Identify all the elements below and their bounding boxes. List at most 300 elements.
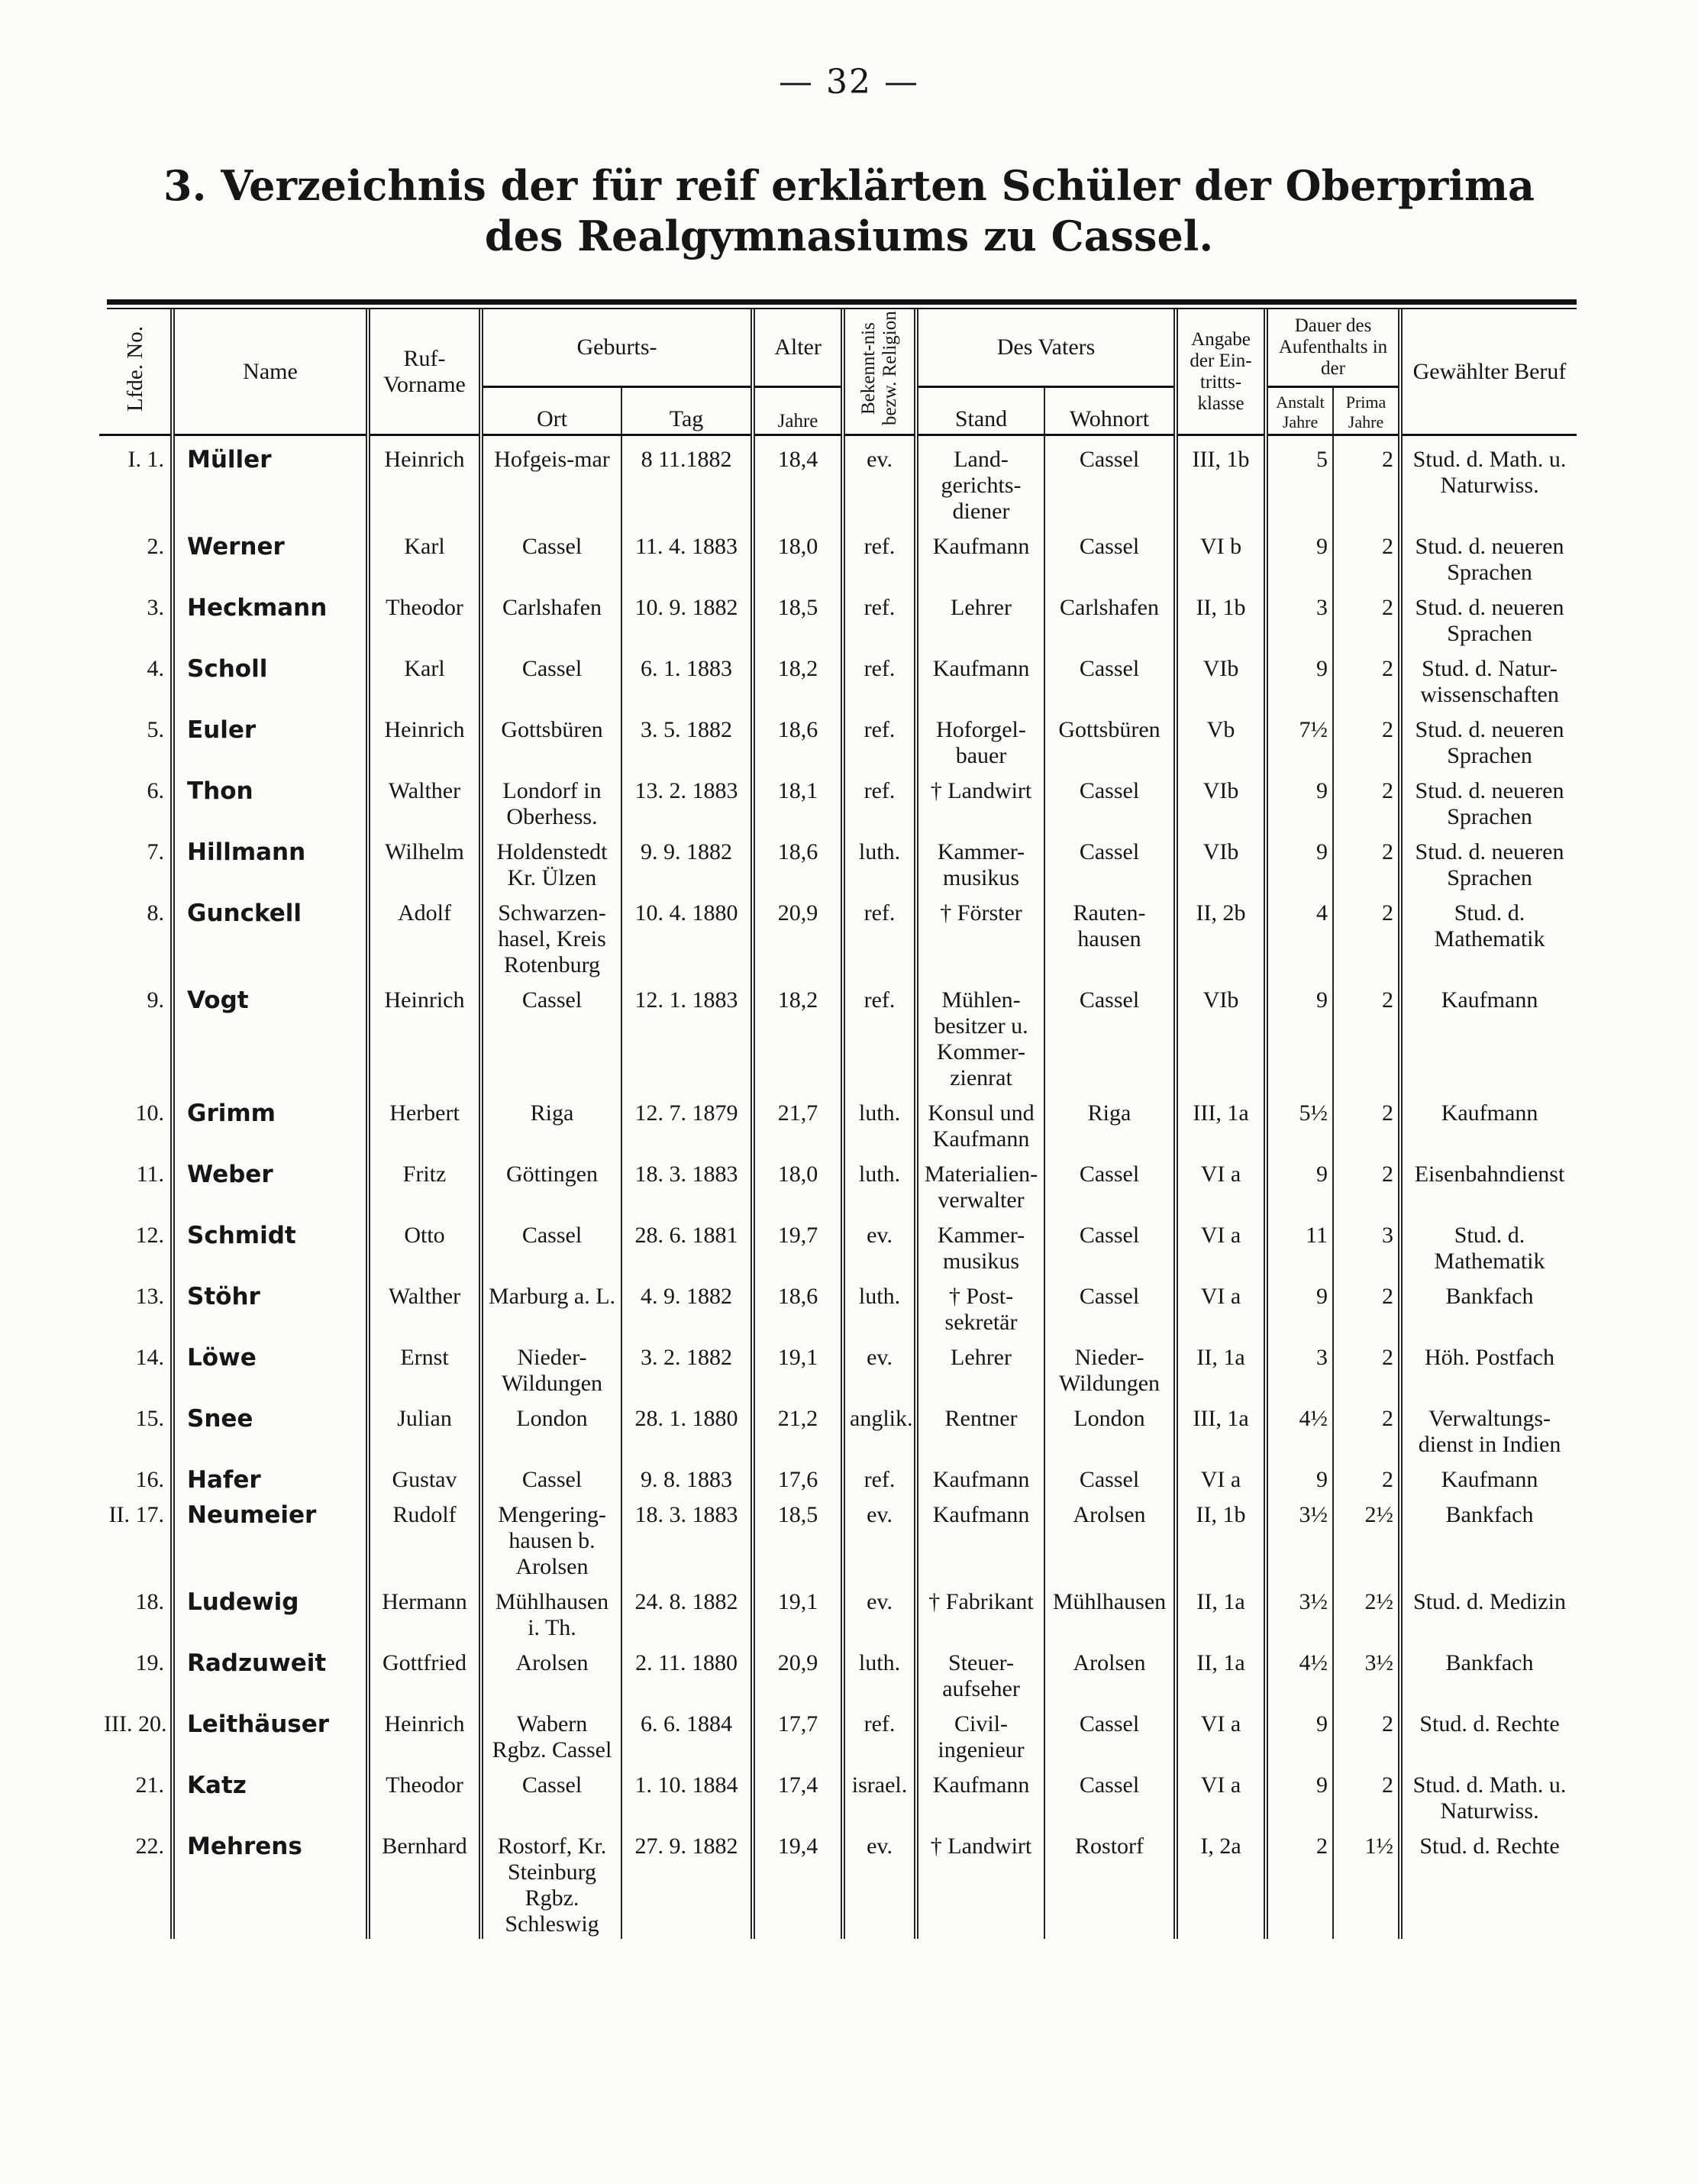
cell-alter: 18,5 [753,1494,843,1581]
cell-vater-stand: Rentner [916,1398,1044,1459]
cell-vater-wohnort: Arolsen [1044,1643,1176,1704]
cell-religion: ref. [843,709,916,771]
cell-anstalt-jahre: 7½ [1266,709,1333,771]
cell-name: Werner [173,526,368,587]
cell-name: Thon [173,771,368,832]
cell-vater-wohnort: Cassel [1044,832,1176,893]
table-row [99,1765,1577,1826]
cell-geburtsort: Cassel [481,648,621,709]
cell-alter: 18,2 [753,980,843,1093]
cell-eintrittsklasse: VI a [1176,1459,1266,1494]
cell-eintrittsklasse: VI a [1176,1215,1266,1276]
cell-lfde: 11. [99,1154,173,1215]
cell-alter: 18,1 [753,771,843,832]
table-row [99,1581,1577,1643]
cell-beruf: Stud. d. Rechte [1400,1826,1577,1939]
cell-lfde: 14. [99,1337,173,1398]
cell-religion: luth. [843,1643,916,1704]
page-title [0,160,1698,261]
cell-vorname: Karl [368,648,481,709]
cell-name: Schmidt [173,1215,368,1276]
cell-geburtsort: Marburg a. L. [481,1276,621,1337]
table-row [99,832,1577,893]
cell-vater-stand: Mühlen-besitzer u. Kommer-zienrat [916,980,1044,1093]
cell-vorname: Gustav [368,1459,481,1494]
cell-geburtstag: 6. 6. 1884 [621,1704,753,1765]
cell-beruf: Kaufmann [1400,1459,1577,1494]
cell-vorname: Heinrich [368,435,481,527]
cell-eintrittsklasse: II, 1b [1176,1494,1266,1581]
cell-beruf: Stud. d. neueren Sprachen [1400,771,1577,832]
cell-eintrittsklasse: III, 1b [1176,435,1266,527]
table-row [99,1093,1577,1154]
cell-name: Löwe [173,1337,368,1398]
cell-prima-jahre: 2 [1333,1337,1400,1398]
cell-alter: 19,4 [753,1826,843,1939]
cell-eintrittsklasse: VI a [1176,1765,1266,1826]
cell-vater-wohnort: Cassel [1044,1154,1176,1215]
cell-prima-jahre: 2½ [1333,1581,1400,1643]
cell-anstalt-jahre: 9 [1266,771,1333,832]
header-prima: Prima Jahre [1333,387,1400,435]
cell-vater-wohnort: Cassel [1044,1276,1176,1337]
cell-beruf: Stud. d. Math. u. Naturwiss. [1400,435,1577,527]
cell-vater-stand: Kaufmann [916,526,1044,587]
cell-beruf: Stud. d. neueren Sprachen [1400,526,1577,587]
cell-eintrittsklasse: VIb [1176,771,1266,832]
cell-religion: ev. [843,1826,916,1939]
cell-geburtstag: 9. 8. 1883 [621,1459,753,1494]
cell-religion: ev. [843,1494,916,1581]
cell-prima-jahre: 2 [1333,435,1400,527]
cell-anstalt-jahre: 3 [1266,1337,1333,1398]
cell-geburtstag: 18. 3. 1883 [621,1154,753,1215]
cell-vater-stand: † Landwirt [916,771,1044,832]
cell-geburtstag: 18. 3. 1883 [621,1494,753,1581]
cell-geburtstag: 6. 1. 1883 [621,648,753,709]
cell-eintrittsklasse: VIb [1176,648,1266,709]
cell-geburtstag: 27. 9. 1882 [621,1826,753,1939]
cell-geburtsort: Arolsen [481,1643,621,1704]
cell-religion: ref. [843,1704,916,1765]
cell-vorname: Wilhelm [368,832,481,893]
cell-vater-wohnort: Cassel [1044,1704,1176,1765]
cell-vater-wohnort: Mühlhausen [1044,1581,1176,1643]
header-tag: Tag [621,387,753,435]
cell-geburtsort: Göttingen [481,1154,621,1215]
cell-vater-stand: † Landwirt [916,1826,1044,1939]
cell-alter: 19,1 [753,1581,843,1643]
cell-name: Stöhr [173,1276,368,1337]
cell-religion: luth. [843,1276,916,1337]
cell-anstalt-jahre: 2 [1266,1826,1333,1939]
cell-religion: ev. [843,1215,916,1276]
cell-vorname: Heinrich [368,1704,481,1765]
cell-vater-stand: Kaufmann [916,1765,1044,1826]
cell-vater-wohnort: Carlshafen [1044,587,1176,648]
cell-lfde: 18. [99,1581,173,1643]
cell-beruf: Stud. d. neueren Sprachen [1400,709,1577,771]
cell-prima-jahre: 2 [1333,1704,1400,1765]
cell-alter: 18,6 [753,832,843,893]
cell-geburtstag: 11. 4. 1883 [621,526,753,587]
cell-lfde: 8. [99,893,173,980]
cell-beruf: Stud. d. Mathematik [1400,1215,1577,1276]
cell-vorname: Heinrich [368,980,481,1093]
table-row [99,1459,1577,1494]
cell-alter: 19,1 [753,1337,843,1398]
cell-geburtstag: 8 11.1882 [621,435,753,527]
header-bekenntnis: Bekennt-nis bezw. Religion [843,309,916,435]
cell-vater-stand: Kammer-musikus [916,832,1044,893]
cell-name: Grimm [173,1093,368,1154]
cell-name: Hafer [173,1459,368,1494]
cell-vater-wohnort: Nieder-Wildungen [1044,1337,1176,1398]
header-name: Name [173,309,368,435]
cell-geburtstag: 12. 1. 1883 [621,980,753,1093]
header-vaters: Des Vaters [916,309,1176,387]
cell-beruf: Bankfach [1400,1276,1577,1337]
cell-anstalt-jahre: 3½ [1266,1581,1333,1643]
cell-alter: 19,7 [753,1215,843,1276]
table-row [99,1643,1577,1704]
cell-alter: 17,7 [753,1704,843,1765]
cell-anstalt-jahre: 3½ [1266,1494,1333,1581]
top-rule-thick [107,299,1577,305]
cell-lfde: 9. [99,980,173,1093]
cell-prima-jahre: 2 [1333,893,1400,980]
cell-vater-wohnort: Cassel [1044,980,1176,1093]
cell-prima-jahre: 2½ [1333,1494,1400,1581]
header-wohnort: Wohnort [1044,387,1176,435]
cell-geburtsort: Mühlhausen i. Th. [481,1581,621,1643]
header-lfde: Lfde. No. [99,309,173,435]
cell-vater-stand: Hoforgel-bauer [916,709,1044,771]
cell-vater-wohnort: Gottsbüren [1044,709,1176,771]
cell-anstalt-jahre: 9 [1266,1154,1333,1215]
cell-vater-wohnort: Cassel [1044,526,1176,587]
cell-geburtsort: Holdenstedt Kr. Ülzen [481,832,621,893]
cell-eintrittsklasse: III, 1a [1176,1398,1266,1459]
cell-eintrittsklasse: I, 2a [1176,1826,1266,1939]
table-row [99,980,1577,1093]
cell-lfde: 16. [99,1459,173,1494]
header-ort: Ort [481,387,621,435]
cell-vater-wohnort: Cassel [1044,771,1176,832]
cell-lfde: II. 17. [99,1494,173,1581]
cell-eintrittsklasse: VI b [1176,526,1266,587]
cell-vater-stand: † Post-sekretär [916,1276,1044,1337]
title-line-2: des Realgymnasiums zu Cassel. [484,212,1214,260]
cell-vater-stand: Konsul und Kaufmann [916,1093,1044,1154]
cell-prima-jahre: 2 [1333,1154,1400,1215]
cell-beruf: Verwaltungs-dienst in Indien [1400,1398,1577,1459]
cell-prima-jahre: 2 [1333,980,1400,1093]
cell-religion: ref. [843,771,916,832]
cell-geburtsort: Nieder-Wildungen [481,1337,621,1398]
cell-geburtstag: 28. 1. 1880 [621,1398,753,1459]
table-row [99,1826,1577,1939]
cell-name: Hillmann [173,832,368,893]
cell-lfde: 22. [99,1826,173,1939]
cell-alter: 18,2 [753,648,843,709]
cell-vater-stand: Materialien-verwalter [916,1154,1044,1215]
cell-prima-jahre: 2 [1333,1459,1400,1494]
cell-geburtsort: Cassel [481,1459,621,1494]
cell-lfde: 6. [99,771,173,832]
cell-anstalt-jahre: 3 [1266,587,1333,648]
cell-geburtsort: Gottsbüren [481,709,621,771]
cell-vorname: Gottfried [368,1643,481,1704]
cell-vater-wohnort: Riga [1044,1093,1176,1154]
cell-religion: anglik. [843,1398,916,1459]
cell-geburtsort: Mengering-hausen b. Arolsen [481,1494,621,1581]
cell-vorname: Walther [368,771,481,832]
cell-vater-wohnort: Cassel [1044,1765,1176,1826]
cell-lfde: 19. [99,1643,173,1704]
cell-geburtsort: Cassel [481,526,621,587]
cell-geburtstag: 10. 9. 1882 [621,587,753,648]
cell-prima-jahre: 2 [1333,1093,1400,1154]
cell-beruf: Bankfach [1400,1643,1577,1704]
cell-vorname: Rudolf [368,1494,481,1581]
cell-geburtstag: 9. 9. 1882 [621,832,753,893]
cell-alter: 18,0 [753,526,843,587]
cell-name: Leithäuser [173,1704,368,1765]
cell-eintrittsklasse: II, 2b [1176,893,1266,980]
cell-name: Radzuweit [173,1643,368,1704]
cell-prima-jahre: 3½ [1333,1643,1400,1704]
header-angabe: Angabe der Ein-tritts-klasse [1176,309,1266,435]
table-row [99,1337,1577,1398]
cell-vater-wohnort: London [1044,1398,1176,1459]
table-row [99,1154,1577,1215]
cell-vater-stand: Lehrer [916,587,1044,648]
cell-geburtstag: 3. 5. 1882 [621,709,753,771]
cell-beruf: Stud. d. Mathematik [1400,893,1577,980]
cell-eintrittsklasse: VIb [1176,832,1266,893]
cell-name: Ludewig [173,1581,368,1643]
cell-alter: 20,9 [753,893,843,980]
cell-name: Weber [173,1154,368,1215]
cell-beruf: Höh. Postfach [1400,1337,1577,1398]
cell-religion: ref. [843,587,916,648]
cell-beruf: Stud. d. Medizin [1400,1581,1577,1643]
cell-religion: ref. [843,980,916,1093]
cell-anstalt-jahre: 9 [1266,526,1333,587]
cell-name: Katz [173,1765,368,1826]
cell-prima-jahre: 2 [1333,709,1400,771]
cell-lfde: 21. [99,1765,173,1826]
cell-vater-wohnort: Cassel [1044,1459,1176,1494]
cell-vorname: Karl [368,526,481,587]
cell-geburtsort: Hofgeis-mar [481,435,621,527]
cell-beruf: Eisenbahndienst [1400,1154,1577,1215]
cell-geburtstag: 13. 2. 1883 [621,771,753,832]
table-row [99,526,1577,587]
cell-vater-stand: Land-gerichts-diener [916,435,1044,527]
cell-lfde: 5. [99,709,173,771]
cell-vater-stand: † Förster [916,893,1044,980]
cell-name: Vogt [173,980,368,1093]
table-row [99,587,1577,648]
header-geburts: Geburts- [481,309,753,387]
cell-alter: 18,6 [753,709,843,771]
cell-beruf: Kaufmann [1400,1093,1577,1154]
cell-eintrittsklasse: II, 1b [1176,587,1266,648]
table-body [99,435,1577,1940]
cell-vater-wohnort: Cassel [1044,1215,1176,1276]
page-number: — 32 — [779,63,919,102]
cell-name: Euler [173,709,368,771]
cell-beruf: Bankfach [1400,1494,1577,1581]
cell-geburtsort: Rostorf, Kr. Steinburg Rgbz. Schleswig [481,1826,621,1939]
cell-lfde: 12. [99,1215,173,1276]
cell-alter: 17,4 [753,1765,843,1826]
cell-vorname: Heinrich [368,709,481,771]
cell-name: Snee [173,1398,368,1459]
cell-name: Neumeier [173,1494,368,1581]
cell-geburtsort: Cassel [481,1215,621,1276]
cell-eintrittsklasse: VI a [1176,1276,1266,1337]
cell-vorname: Fritz [368,1154,481,1215]
cell-geburtstag: 1. 10. 1884 [621,1765,753,1826]
cell-geburtstag: 3. 2. 1882 [621,1337,753,1398]
cell-anstalt-jahre: 4½ [1266,1398,1333,1459]
cell-geburtstag: 4. 9. 1882 [621,1276,753,1337]
cell-name: Mehrens [173,1826,368,1939]
header-beruf: Gewählter Beruf [1400,309,1577,435]
cell-prima-jahre: 2 [1333,648,1400,709]
cell-anstalt-jahre: 9 [1266,832,1333,893]
cell-alter: 18,5 [753,587,843,648]
cell-vorname: Adolf [368,893,481,980]
table-row [99,1704,1577,1765]
cell-vater-stand: Kaufmann [916,1459,1044,1494]
cell-eintrittsklasse: VI a [1176,1154,1266,1215]
cell-geburtsort: London [481,1398,621,1459]
cell-religion: ref. [843,1459,916,1494]
cell-religion: ref. [843,648,916,709]
cell-vater-stand: Lehrer [916,1337,1044,1398]
cell-vater-stand: Kaufmann [916,648,1044,709]
cell-alter: 21,2 [753,1398,843,1459]
table-row [99,709,1577,771]
cell-religion: israel. [843,1765,916,1826]
cell-anstalt-jahre: 9 [1266,1765,1333,1826]
cell-vorname: Herbert [368,1093,481,1154]
cell-eintrittsklasse: II, 1a [1176,1643,1266,1704]
cell-name: Gunckell [173,893,368,980]
table-row [99,1276,1577,1337]
cell-alter: 18,4 [753,435,843,527]
cell-alter: 18,0 [753,1154,843,1215]
cell-alter: 20,9 [753,1643,843,1704]
cell-anstalt-jahre: 9 [1266,1276,1333,1337]
cell-eintrittsklasse: III, 1a [1176,1093,1266,1154]
cell-vater-wohnort: Arolsen [1044,1494,1176,1581]
cell-geburtsort: Cassel [481,980,621,1093]
cell-prima-jahre: 2 [1333,771,1400,832]
cell-vater-stand: Civil-ingenieur [916,1704,1044,1765]
cell-prima-jahre: 2 [1333,1765,1400,1826]
cell-name: Heckmann [173,587,368,648]
table-row [99,1494,1577,1581]
cell-beruf: Stud. d. neueren Sprachen [1400,832,1577,893]
cell-beruf: Kaufmann [1400,980,1577,1093]
cell-religion: luth. [843,1154,916,1215]
cell-eintrittsklasse: II, 1a [1176,1337,1266,1398]
cell-geburtstag: 2. 11. 1880 [621,1643,753,1704]
cell-vorname: Theodor [368,587,481,648]
cell-vater-stand: Kaufmann [916,1494,1044,1581]
cell-geburtsort: Cassel [481,1765,621,1826]
cell-geburtstag: 28. 6. 1881 [621,1215,753,1276]
cell-religion: luth. [843,1093,916,1154]
cell-alter: 17,6 [753,1459,843,1494]
cell-vater-stand: Kammer-musikus [916,1215,1044,1276]
cell-religion: ref. [843,893,916,980]
header-jahre: Jahre [753,387,843,435]
cell-lfde: 13. [99,1276,173,1337]
cell-vater-wohnort: Cassel [1044,648,1176,709]
header-stand: Stand [916,387,1044,435]
cell-lfde: 10. [99,1093,173,1154]
cell-lfde: 7. [99,832,173,893]
cell-anstalt-jahre: 9 [1266,1459,1333,1494]
cell-prima-jahre: 1½ [1333,1826,1400,1939]
cell-alter: 18,6 [753,1276,843,1337]
cell-prima-jahre: 3 [1333,1215,1400,1276]
cell-vater-stand: Steuer-aufseher [916,1643,1044,1704]
cell-vorname: Theodor [368,1765,481,1826]
cell-anstalt-jahre: 4½ [1266,1643,1333,1704]
table-row [99,893,1577,980]
cell-religion: ev. [843,1337,916,1398]
cell-lfde: 2. [99,526,173,587]
cell-geburtstag: 24. 8. 1882 [621,1581,753,1643]
table-row [99,1398,1577,1459]
cell-vater-wohnort: Rostorf [1044,1826,1176,1939]
cell-anstalt-jahre: 5 [1266,435,1333,527]
cell-lfde: III. 20. [99,1704,173,1765]
table-row [99,435,1577,527]
cell-religion: ev. [843,1581,916,1643]
cell-geburtstag: 10. 4. 1880 [621,893,753,980]
title-line-1: 3. Verzeichnis der für reif erklärten Schüler der Oberprima [163,161,1535,210]
cell-name: Scholl [173,648,368,709]
header-alter: Alter [753,309,843,387]
cell-geburtsort: Wabern Rgbz. Cassel [481,1704,621,1765]
cell-geburtsort: Londorf in Oberhess. [481,771,621,832]
header-rufvorname: Ruf-Vorname [368,309,481,435]
header-anstalt: Anstalt Jahre [1266,387,1333,435]
cell-name: Müller [173,435,368,527]
cell-eintrittsklasse: Vb [1176,709,1266,771]
cell-vorname: Walther [368,1276,481,1337]
cell-geburtsort: Carlshafen [481,587,621,648]
cell-vater-stand: † Fabrikant [916,1581,1044,1643]
cell-geburtstag: 12. 7. 1879 [621,1093,753,1154]
cell-beruf: Stud. d. Math. u. Naturwiss. [1400,1765,1577,1826]
cell-religion: ev. [843,435,916,527]
cell-vorname: Julian [368,1398,481,1459]
cell-beruf: Stud. d. neueren Sprachen [1400,587,1577,648]
cell-lfde: 4. [99,648,173,709]
cell-anstalt-jahre: 11 [1266,1215,1333,1276]
cell-lfde: I. 1. [99,435,173,527]
cell-prima-jahre: 2 [1333,1276,1400,1337]
